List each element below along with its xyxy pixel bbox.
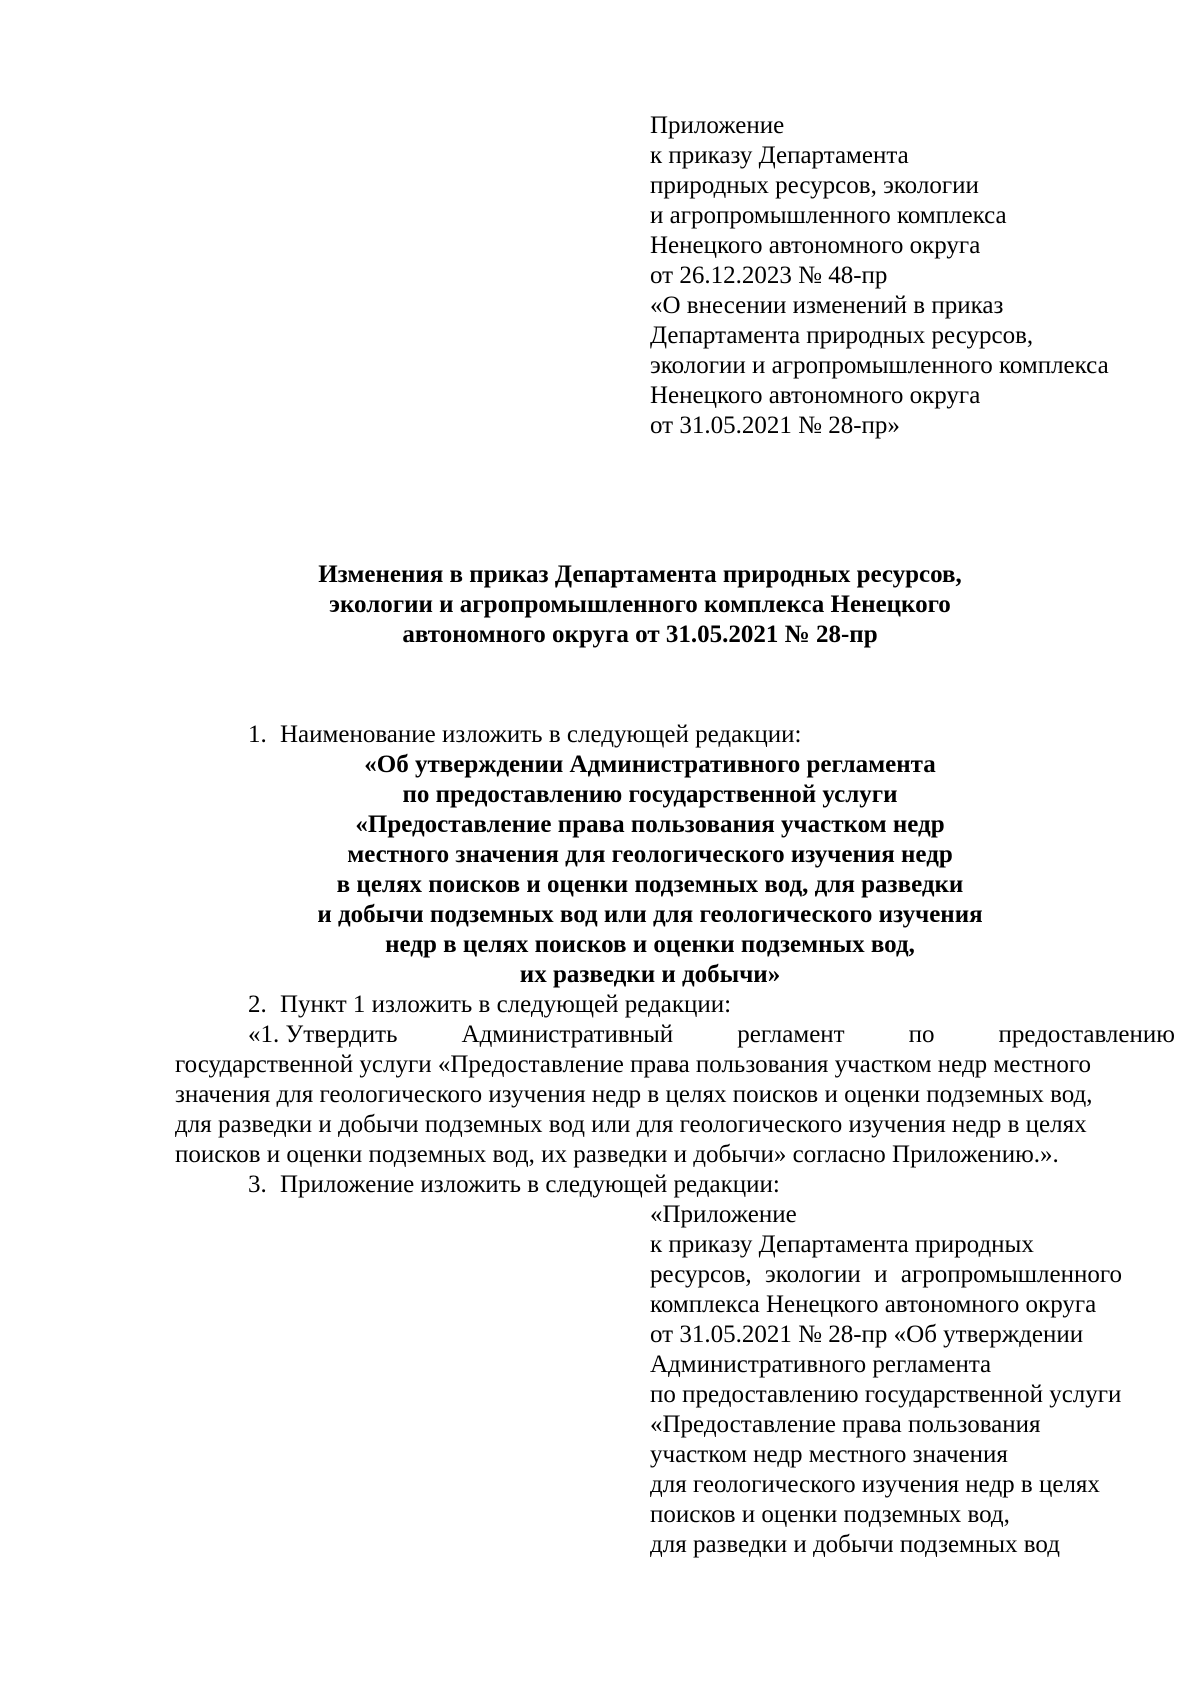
- header-line: Приложение: [650, 112, 785, 139]
- list-item-2: [248, 990, 731, 1020]
- word: предоставлению: [998, 1021, 1175, 1048]
- word: агропромышленного: [900, 1261, 1122, 1288]
- quote-line: недр в целях поисков и оценки подземных вод,: [385, 931, 915, 958]
- appendix-line: участком недр местного значения: [650, 1441, 1008, 1468]
- header-line: Ненецкого автономного округа: [650, 232, 981, 259]
- header-line: «О внесении изменений в приказ: [650, 292, 1004, 319]
- appendix-line: от 31.05.2021 № 28-пр «Об утверждении: [650, 1321, 1084, 1348]
- paragraph-line: для разведки и добычи подземных вод или для геологического изучения недр в целях: [175, 1111, 1087, 1138]
- title-line: экологии и агропромышленного комплекса Ненецкого: [329, 591, 951, 618]
- quote-line: «Об утверждении Административного регламента: [364, 751, 936, 778]
- quote-line: их разведки и добычи»: [519, 961, 781, 988]
- appendix-line: комплекса Ненецкого автономного округа: [650, 1291, 1097, 1318]
- quote-line: «Предоставление права пользования участком недр: [355, 811, 945, 838]
- document-title: [160, 560, 1120, 650]
- header-line: природных ресурсов, экологии: [650, 172, 979, 199]
- appendix-line: «Предоставление права пользования: [650, 1411, 1041, 1438]
- title-line: автономного округа от 31.05.2021 № 28-пр: [402, 621, 878, 648]
- item-text: Пункт 1 изложить в следующей редакции:: [280, 991, 732, 1018]
- quoted-name-block: [170, 750, 1130, 990]
- word: «1. Утвердить: [248, 1021, 398, 1048]
- item-number: 1.: [248, 721, 267, 748]
- list-item-3: [248, 1170, 780, 1200]
- word: Административный: [461, 1021, 674, 1048]
- quote-line: и добычи подземных вод или для геологического изучения: [317, 901, 983, 928]
- appendix-line: по предоставлению государственной услуги: [650, 1381, 1122, 1408]
- paragraph-first-line: [175, 1020, 1175, 1050]
- paragraph-line: значения для геологического изучения недр в целях поисков и оценки подземных вод,: [175, 1081, 1093, 1108]
- appendix-line: для разведки и добычи подземных вод: [650, 1531, 1060, 1558]
- header-attachment-block: [650, 111, 1170, 441]
- appendix-justified-line: [650, 1260, 1122, 1290]
- title-line: Изменения в приказ Департамента природных ресурсов,: [318, 561, 962, 588]
- paragraph-line: государственной услуги «Предоставление права пользования участком недр местного: [175, 1051, 1091, 1078]
- quote-line: в целях поисков и оценки подземных вод, для разведки: [336, 871, 964, 898]
- appendix-header-block: [650, 1200, 1170, 1560]
- appendix-line: поисков и оценки подземных вод,: [650, 1501, 1010, 1528]
- word: регламент: [737, 1021, 845, 1048]
- item-text: Приложение изложить в следующей редакции:: [280, 1171, 780, 1198]
- word: ресурсов,: [650, 1261, 752, 1288]
- header-line: Ненецкого автономного округа: [650, 382, 981, 409]
- quote-line: по предоставлению государственной услуги: [402, 781, 898, 808]
- header-line: от 26.12.2023 № 48-пр: [650, 262, 888, 289]
- quote-line: местного значения для геологического изучения недр: [347, 841, 953, 868]
- paragraph-point-1: [175, 1020, 1175, 1170]
- appendix-line: «Приложение: [650, 1201, 797, 1228]
- header-line: экологии и агропромышленного комплекса: [650, 352, 1109, 379]
- item-text: Наименование изложить в следующей редакции:: [280, 721, 802, 748]
- paragraph-line: поисков и оценки подземных вод, их разведки и добычи» согласно Приложению.».: [175, 1141, 1059, 1168]
- word: и: [874, 1261, 888, 1288]
- appendix-line: к приказу Департамента природных: [650, 1231, 1034, 1258]
- header-line: Департамента природных ресурсов,: [650, 322, 1034, 349]
- word: по: [908, 1021, 935, 1048]
- item-number: 3.: [248, 1171, 267, 1198]
- item-number: 2.: [248, 991, 267, 1018]
- appendix-line: Административного регламента: [650, 1351, 992, 1378]
- header-line: и агропромышленного комплекса: [650, 202, 1007, 229]
- header-line: от 31.05.2021 № 28-пр»: [650, 412, 900, 439]
- appendix-line: для геологического изучения недр в целях: [650, 1471, 1100, 1498]
- header-line: к приказу Департамента: [650, 142, 909, 169]
- word: экологии: [765, 1261, 861, 1288]
- list-item-1: [248, 720, 801, 750]
